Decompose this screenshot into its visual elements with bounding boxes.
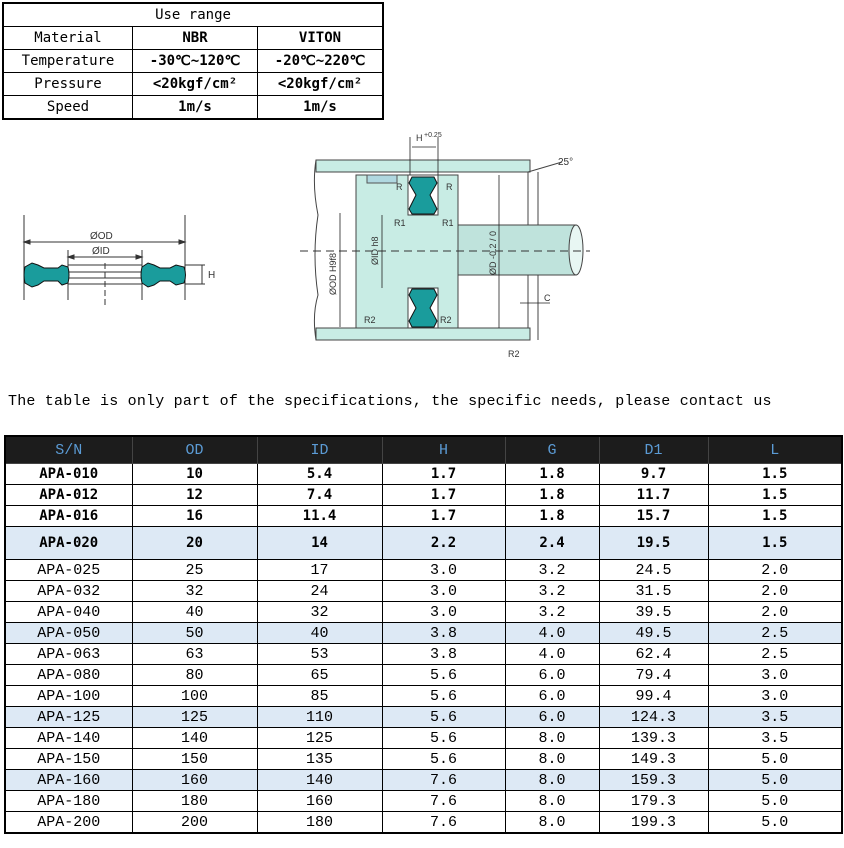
cell-sn: APA-160 [5,770,132,791]
cell-g: 6.0 [505,665,599,686]
radius-r2-housing-label: R2 [508,349,520,359]
cell-h: 5.6 [382,728,505,749]
cell-h: 1.7 [382,485,505,506]
cell-l: 2.5 [708,644,842,665]
cell-l: 5.0 [708,770,842,791]
cell-od: 140 [132,728,257,749]
cell-od: 150 [132,749,257,770]
speed-nbr: 1m/s [133,96,258,120]
cell-sn: APA-080 [5,665,132,686]
cell-sn: APA-125 [5,707,132,728]
cell-d1: 39.5 [599,602,708,623]
id-dimension-label: ØID [92,246,110,257]
cell-d1: 139.3 [599,728,708,749]
cell-sn: APA-050 [5,623,132,644]
id-fit-label: ØID h8 [370,236,380,265]
cell-od: 16 [132,506,257,527]
cell-g: 1.8 [505,464,599,485]
chamfer-c-label: C [544,293,551,303]
pressure-viton: <20kgf/cm² [258,73,384,96]
column-header-id: ID [257,436,382,464]
radius-r1-left-label: R1 [394,218,406,228]
cell-sn: APA-032 [5,581,132,602]
seal-cross-section-diagram [0,195,240,305]
cell-sn: APA-140 [5,728,132,749]
cell-d1: 99.4 [599,686,708,707]
cell-d1: 124.3 [599,707,708,728]
cell-sn: APA-020 [5,527,132,560]
cell-l: 2.0 [708,602,842,623]
cell-g: 8.0 [505,728,599,749]
cell-id: 17 [257,560,382,581]
cell-id: 7.4 [257,485,382,506]
cell-d1: 19.5 [599,527,708,560]
column-header-d1: D1 [599,436,708,464]
table-row [5,644,842,665]
cell-id: 11.4 [257,506,382,527]
cell-sn: APA-180 [5,791,132,812]
specification-table [4,435,843,834]
rod-diameter-label: ØD -0.2 / 0 [488,230,498,275]
cell-sn: APA-150 [5,749,132,770]
column-header-od: OD [132,436,257,464]
cell-l: 2.0 [708,581,842,602]
table-row [5,527,842,560]
radius-r-left-label: R [396,182,403,192]
table-row [5,728,842,749]
cell-d1: 24.5 [599,560,708,581]
table-row [5,623,842,644]
cell-l: 2.0 [708,560,842,581]
cell-sn: APA-040 [5,602,132,623]
cell-g: 3.2 [505,560,599,581]
cell-sn: APA-025 [5,560,132,581]
cell-d1: 31.5 [599,581,708,602]
pressure-label: Pressure [3,73,133,96]
cell-id: 85 [257,686,382,707]
column-header-l: L [708,436,842,464]
table-row [5,770,842,791]
cell-od: 100 [132,686,257,707]
cell-d1: 15.7 [599,506,708,527]
table-row [5,707,842,728]
cell-id: 180 [257,812,382,834]
cell-d1: 11.7 [599,485,708,506]
cell-h: 3.8 [382,644,505,665]
cell-h: 5.6 [382,749,505,770]
material-viton: VITON [258,27,384,50]
cell-id: 32 [257,602,382,623]
cell-g: 3.2 [505,602,599,623]
radius-r-right-label: R [446,182,453,192]
column-header-sn: S/N [5,436,132,464]
h-tolerance-label: H [416,133,423,143]
cell-id: 110 [257,707,382,728]
table-header-row [5,436,842,464]
cell-d1: 9.7 [599,464,708,485]
cell-sn: APA-010 [5,464,132,485]
cell-sn: APA-063 [5,644,132,665]
table-row [5,791,842,812]
table-row [5,485,842,506]
cell-od: 180 [132,791,257,812]
seal-profile-left-icon [24,263,69,287]
cell-h: 3.8 [382,623,505,644]
table-row [5,602,842,623]
cell-l: 3.0 [708,665,842,686]
cell-id: 125 [257,728,382,749]
cell-d1: 62.4 [599,644,708,665]
cell-h: 1.7 [382,464,505,485]
cell-l: 1.5 [708,464,842,485]
table-row [5,464,842,485]
cell-od: 50 [132,623,257,644]
cell-h: 2.2 [382,527,505,560]
cell-g: 8.0 [505,812,599,834]
cell-g: 6.0 [505,707,599,728]
use-range-title: Use range [3,3,383,27]
cell-h: 3.0 [382,581,505,602]
cell-sn: APA-016 [5,506,132,527]
material-label: Material [3,27,133,50]
cell-id: 140 [257,770,382,791]
radius-r2-groove-label: R2 [440,315,452,325]
cell-sn: APA-100 [5,686,132,707]
table-row [5,665,842,686]
h-dimension-label: H [208,270,216,281]
cell-l: 1.5 [708,527,842,560]
cell-id: 40 [257,623,382,644]
radius-r1-right-label: R1 [442,218,454,228]
cell-d1: 179.3 [599,791,708,812]
table-row [5,581,842,602]
cell-h: 1.7 [382,506,505,527]
chamfer-angle-label: 25° [558,157,574,168]
specification-note: The table is only part of the specifications, the specific needs, please contact us [8,393,772,410]
cell-h: 7.6 [382,791,505,812]
cell-h: 5.6 [382,665,505,686]
cell-g: 4.0 [505,644,599,665]
radius-r2-piston-label: R2 [364,315,376,325]
seal-profile-right-icon [141,263,186,287]
column-header-h: H [382,436,505,464]
cell-id: 135 [257,749,382,770]
cell-id: 160 [257,791,382,812]
table-row [5,812,842,834]
cell-od: 20 [132,527,257,560]
cell-id: 14 [257,527,382,560]
od-fit-label: ØOD H9f8 [328,252,338,295]
od-dimension-label: ØOD [90,231,113,242]
cell-l: 5.0 [708,749,842,770]
cell-od: 125 [132,707,257,728]
cell-l: 2.5 [708,623,842,644]
cell-g: 8.0 [505,791,599,812]
cell-g: 6.0 [505,686,599,707]
cell-g: 8.0 [505,770,599,791]
temperature-nbr: -30℃~120℃ [133,50,258,73]
cell-id: 53 [257,644,382,665]
cell-id: 24 [257,581,382,602]
cell-od: 200 [132,812,257,834]
cell-od: 63 [132,644,257,665]
cell-od: 10 [132,464,257,485]
temperature-viton: -20℃~220℃ [258,50,384,73]
cell-h: 3.0 [382,560,505,581]
cell-g: 2.4 [505,527,599,560]
cell-od: 160 [132,770,257,791]
cell-h: 7.6 [382,812,505,834]
cell-h: 5.6 [382,707,505,728]
cell-l: 3.0 [708,686,842,707]
cell-id: 65 [257,665,382,686]
cell-l: 3.5 [708,728,842,749]
h-tolerance-upper: +0.25 [424,132,442,139]
cell-g: 3.2 [505,581,599,602]
cell-h: 5.6 [382,686,505,707]
pressure-nbr: <20kgf/cm² [133,73,258,96]
cell-l: 1.5 [708,485,842,506]
cell-g: 8.0 [505,749,599,770]
cell-od: 80 [132,665,257,686]
cell-sn: APA-200 [5,812,132,834]
speed-label: Speed [3,96,133,120]
table-row [5,506,842,527]
cell-od: 25 [132,560,257,581]
cell-sn: APA-012 [5,485,132,506]
installation-diagram [300,125,590,370]
cell-d1: 159.3 [599,770,708,791]
cell-d1: 49.5 [599,623,708,644]
cell-id: 5.4 [257,464,382,485]
cell-l: 1.5 [708,506,842,527]
cell-l: 5.0 [708,791,842,812]
cell-g: 1.8 [505,506,599,527]
cell-l: 5.0 [708,812,842,834]
cell-h: 7.6 [382,770,505,791]
table-row [5,560,842,581]
table-row [5,686,842,707]
column-header-g: G [505,436,599,464]
cell-g: 4.0 [505,623,599,644]
table-row [5,749,842,770]
cell-g: 1.8 [505,485,599,506]
use-range-table [2,2,384,120]
cell-d1: 199.3 [599,812,708,834]
cell-od: 40 [132,602,257,623]
temperature-label: Temperature [3,50,133,73]
material-nbr: NBR [133,27,258,50]
cell-d1: 149.3 [599,749,708,770]
cell-h: 3.0 [382,602,505,623]
cell-od: 32 [132,581,257,602]
speed-viton: 1m/s [258,96,384,120]
cell-l: 3.5 [708,707,842,728]
cell-d1: 79.4 [599,665,708,686]
cell-od: 12 [132,485,257,506]
